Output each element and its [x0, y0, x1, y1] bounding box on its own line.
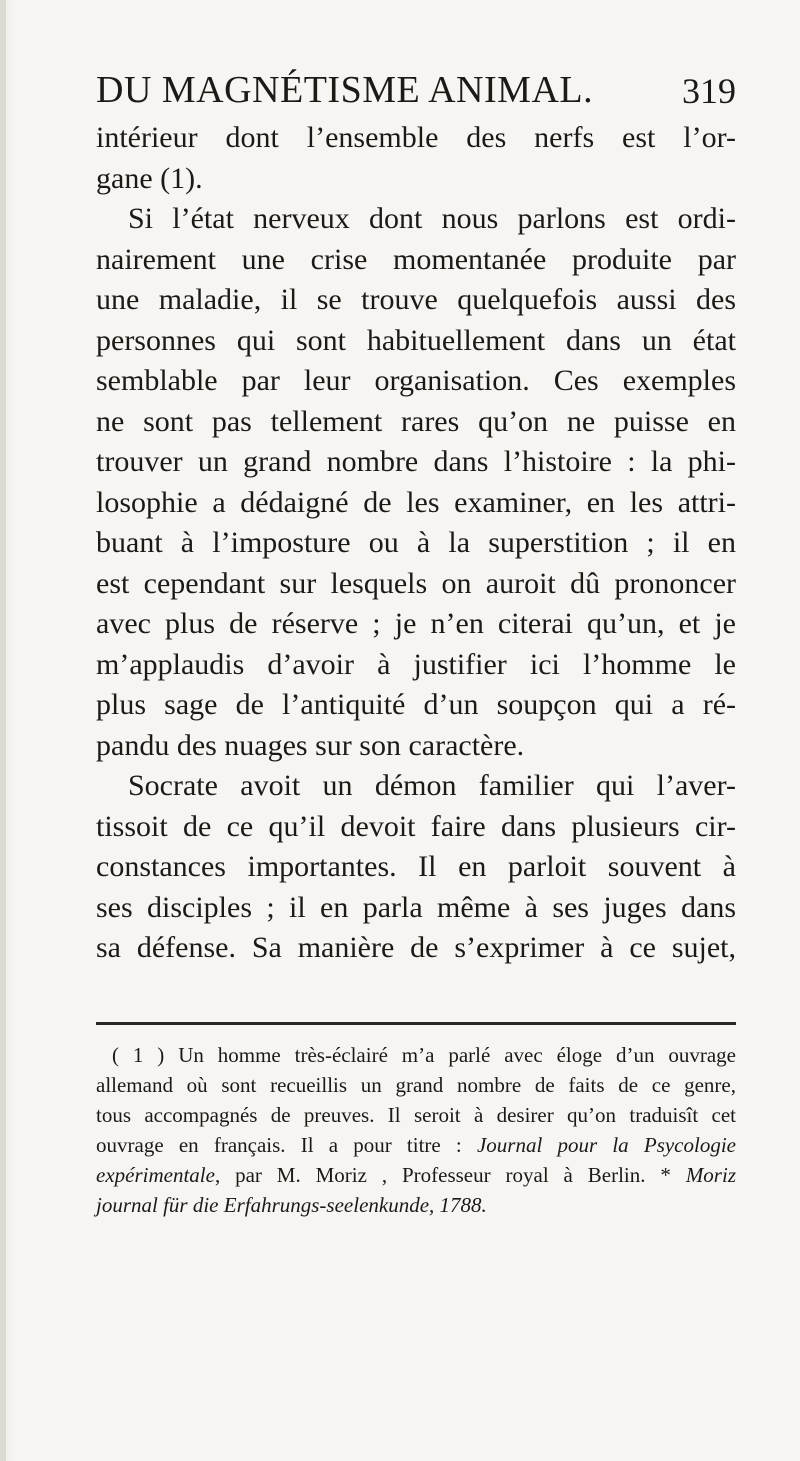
page-header: [96, 68, 736, 118]
footnote-text: ouvrage en français. Il a pour titre :: [96, 1133, 477, 1157]
footnote-line: [96, 1160, 736, 1190]
text-line: Si l’état nerveux dont nous parlons est ordi-: [128, 202, 736, 235]
text-line: ses disciples ; il en parla même à ses juges dans: [96, 890, 736, 924]
running-title: DU MAGNÉTISME ANIMAL.: [96, 69, 594, 111]
text-line: intérieur dont l’ensemble des nerfs est l’or-: [96, 121, 736, 154]
journal-title-italic: Journal pour la Psycologie: [476, 1133, 736, 1157]
text-line: est cependant sur lesquels on auroit dû prononcer: [96, 566, 736, 600]
text-line: nairement une crise momentanée produite par: [96, 242, 736, 276]
text-line: gane (1).: [96, 161, 203, 195]
footnote-text: , par M. Moriz , Professeur royal à Berlin. *: [214, 1163, 686, 1187]
text-line: buant à l’imposture ou à la superstition ; il en: [96, 526, 736, 559]
text-line: constances importantes. Il en parloit souvent à: [96, 850, 736, 883]
text-line: m’applaudis d’avoir à justifier ici l’homme le: [96, 647, 736, 681]
footnote-rule: [96, 1022, 736, 1025]
journal-title-italic: expérimentale: [96, 1163, 215, 1187]
footnote-line: allemand où sont recueillis un grand nombre de faits de ce genre,: [96, 1073, 736, 1097]
text-line: tissoit de ce qu’il devoit faire dans plusieurs cir-: [96, 809, 736, 843]
footnote-line: ( 1 ) Un homme très-éclairé m’a parlé avec éloge d’un ouvrage: [112, 1043, 736, 1067]
text-line: semblable par leur organisation. Ces exemples: [96, 364, 736, 397]
text-line: personnes qui sont habituellement dans un état: [96, 323, 736, 357]
text-line: trouver un grand nombre dans l’histoire : la phi-: [96, 445, 736, 478]
text-line: une maladie, il se trouve quelquefois aussi des: [96, 283, 736, 316]
text-line: plus sage de l’antiquité d’un soupçon qui a ré-: [96, 688, 736, 721]
text-line: avec plus de réserve ; je n’en citerai qu’un, et je: [96, 607, 736, 640]
footnote-line: [96, 1130, 736, 1160]
footnote: [96, 1040, 736, 1220]
text-line: losophie a dédaigné de les examiner, en les attri-: [96, 485, 736, 519]
text-line: pandu des nuages sur son caractère.: [96, 728, 525, 762]
text-line: ne sont pas tellement rares qu’on ne puisse en: [96, 404, 736, 438]
footnote-line: journal für die Erfahrungs-seelenkunde, 1788.: [96, 1193, 487, 1217]
text-line: Socrate avoit un démon familier qui l’aver-: [128, 769, 736, 802]
page-number: 319: [682, 71, 736, 111]
text-line: sa défense. Sa manière de s’exprimer à ce sujet,: [96, 931, 736, 964]
footnote-line: tous accompagnés de preuves. Il seroit à desirer qu’on traduisît cet: [96, 1103, 736, 1127]
body-text: [96, 118, 736, 969]
author-name-italic: Moriz: [685, 1163, 736, 1187]
page-binding-edge: [0, 0, 6, 1461]
